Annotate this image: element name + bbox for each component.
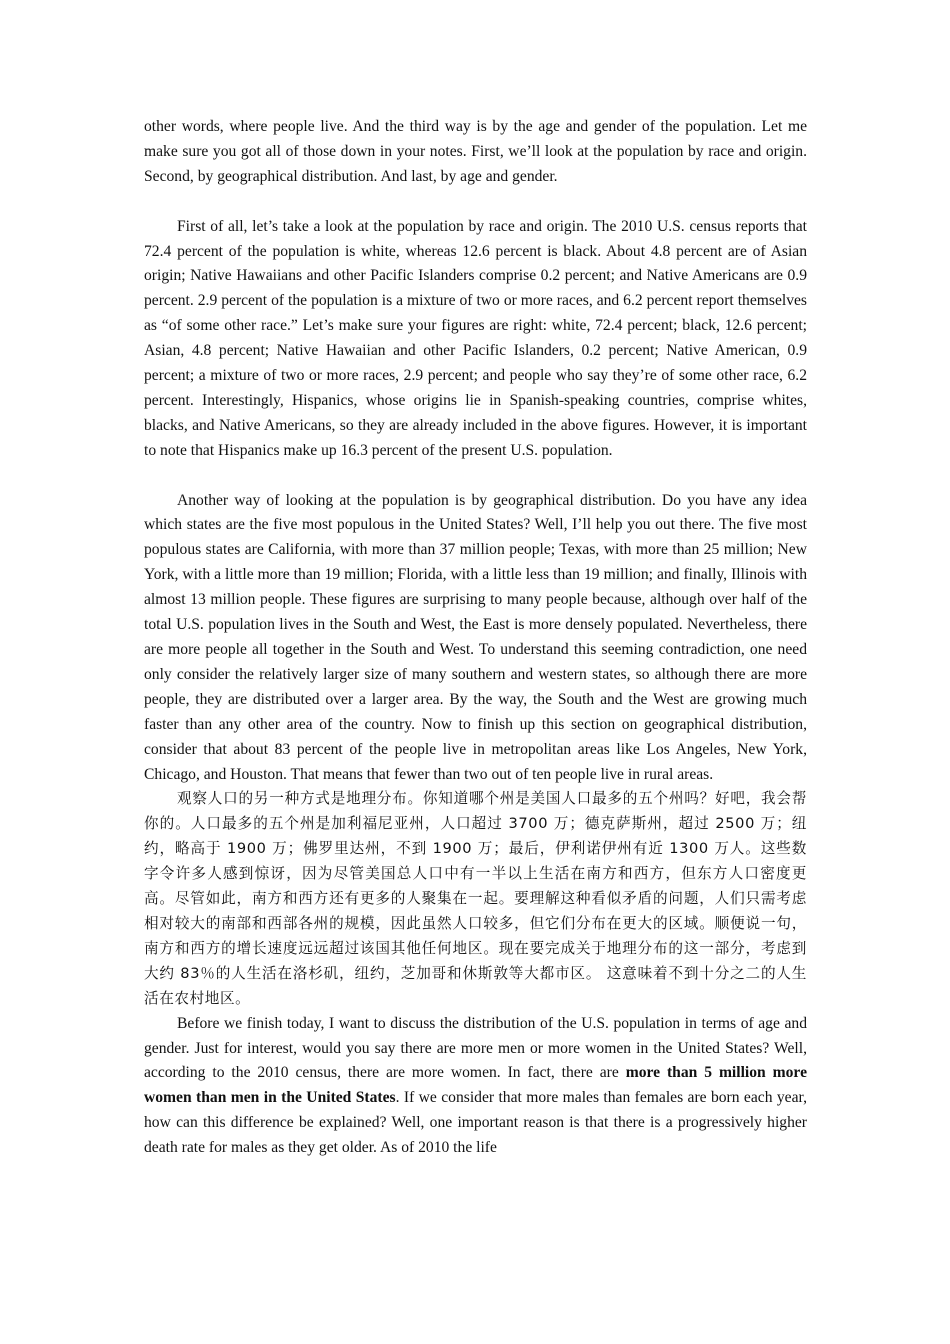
age-gender-text-start: Before we finish today, I want to discuss the distribution of the U.S. population in terms of age and gender. Just for interest, would you say there are more men or more women in the United States? Well, according to the 2010 census, there are more women. In fact, there are <box>144 1014 807 1082</box>
paragraph-geographical-distribution: Another way of looking at the population is by geographical distribution. Do you have any idea which states are the five most populous in the United States? Well, I’ll help you out there. The five most populous states are California, with more than 37 million people; Texas, with more than 25 million; New York, with a little more than 19 million; Florida, with a little less than 19 million; and finally, Illinois with almost 13 million people. These figures are surprising to many people because, although over half of the total U.S. population lives in the South and West, the East is more densely populated. Nevertheless, there are more people all together in the South and West. To understand this seeming contradiction, one need only consider the relatively larger size of many southern and western states, so although there are more people, they are distributed over a larger area. By the way, the South and the West are growing much faster than any other area of the country. Now to finish up this section on geographical distribution, consider that about 83 percent of the people live in metropolitan areas like Los Angeles, New York, Chicago, and Houston. That means that fewer than two out of ten people live in rural areas. <box>144 491 807 783</box>
paragraph-gap <box>144 190 807 215</box>
paragraph-race-origin: First of all, let’s take a look at the population by race and origin. The 2010 U.S. census reports that 72.4 percent of the population is white, whereas 12.6 percent is black. About 4.8 percent are of Asian origin; Native Hawaiians and other Pacific Islanders comprise 0.2 percent; and Native Americans are 0.9 percent. 2.9 percent of the population is a mixture of two or more races, and 6.2 percent report themselves as “of some other race.” Let’s make sure your figures are right: white, 72.4 percent; black, 12.6 percent; Asian, 4.8 percent; Native Hawaiian and other Pacific Islanders, 0.2 percent; Native American, 0.9 percent; a mixture of two or more races, 2.9 percent; and people who say they’re of some other race, 6.2 percent. Interestingly, Hispanics, whose origins lie in Spanish-speaking countries, comprise whites, blacks, and Native Americans, so they are already included in the above figures. However, it is important to note that Hispanics make up 16.3 percent of the present U.S. population. <box>144 217 807 459</box>
age-gender-text-end: . If we consider that more males than females are born each year, how can this difference be explained? Well, one important reason is that there is a progressively higher death rate for males as they get older. As of 2010 the life <box>144 1089 807 1157</box>
paragraph-chinese-translation: 观察人口的另一种方式是地理分布。你知道哪个州是美国人口最多的五个州吗？好吧，我会帮你的。人口最多的五个州是加利福尼亚州，人口超过 3700 万；德克萨斯州，超过 2500 万；纽约，略高于 1900 万；佛罗里达州，不到 1900 万；最后，伊利诺伊州有近 1300 万人。这些数字令许多人感到惊讶，因为尽管美国总人口中有一半以上生活在南方和西方，但东方人口密度更高。尽管如此，南方和西方还有更多的人聚集在一起。要理解这种看似矛盾的问题，人们只需考虑相对较大的南部和西部各州的规模，因此虽然人口较多，但它们分布在更大的区域。顺便说一句，南方和西方的增长速度远远超过该国其他任何地区。现在要完成关于地理分布的这一部分，考虑到大约 83％的人生活在洛杉矶，纽约，芝加哥和休斯敦等大都市区。 这意味着不到十分之二的人生活在农村地区。 <box>144 790 807 1007</box>
paragraph-age-gender <box>144 1012 807 1161</box>
age-gender-bold-highlight: more than 5 million more women than men in the United States <box>144 1064 807 1107</box>
paragraph-intro-continuation: other words, where people live. And the third way is by the age and gender of the population. Let me make sure you got all of those down in your notes. First, we’ll look at the population by race and origin. Second, by geographical distribution. And last, by age and gender. <box>144 118 807 185</box>
paragraph-gap <box>144 464 807 489</box>
document-page <box>144 115 807 1161</box>
